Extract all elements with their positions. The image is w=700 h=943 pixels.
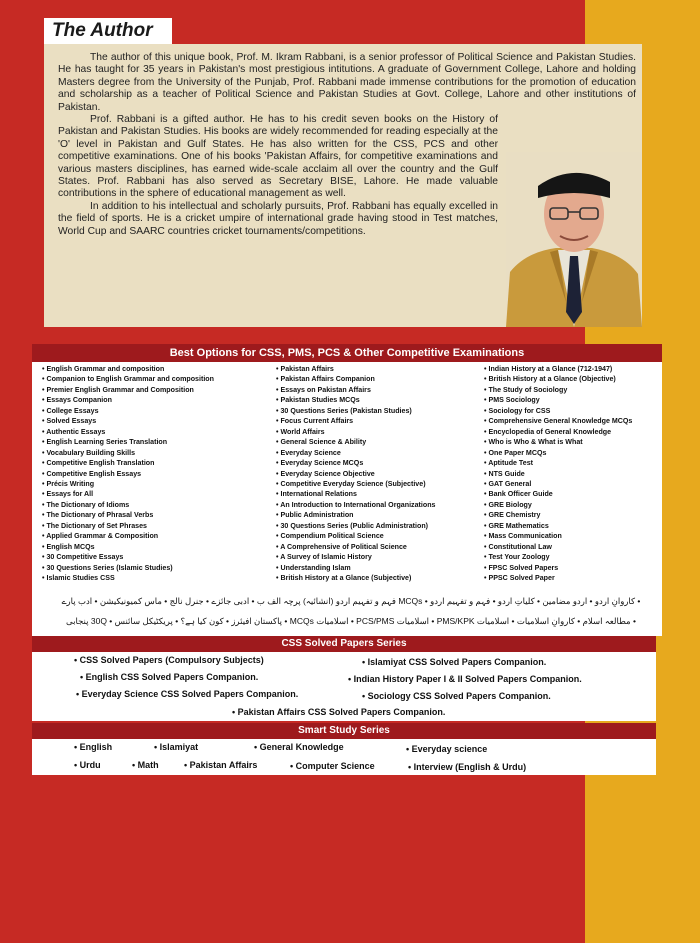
list-item: • Bank Officer Guide xyxy=(484,489,660,499)
list-item: • Authentic Essays xyxy=(42,427,274,437)
author-paragraph-3: In addition to his intellectual and scholarly pursuits, Prof. Rabbani has equally excelled in the field of sports. He is a cricket umpire of international grade having stood in Test matches, World Cup and SAARC countries cricket tournaments/competitions. xyxy=(58,200,498,237)
list-item: • Solved Essays xyxy=(42,416,274,426)
list-item: • Précis Writing xyxy=(42,479,274,489)
list-item: • Encyclopedia of General Knowledge xyxy=(484,427,660,437)
list-item: • GRE Chemistry xyxy=(484,510,660,520)
list-item: • Focus Current Affairs xyxy=(276,416,486,426)
list-item: • Pakistan Studies MCQs xyxy=(276,395,486,405)
list-item: • Sociology for CSS xyxy=(484,406,660,416)
list-item: • Understanding Islam xyxy=(276,563,486,573)
smart-study-heading: Smart Study Series xyxy=(32,723,656,739)
book-list-column-2 xyxy=(276,364,486,584)
list-item: • Indian History Paper I & II Solved Papers Companion. xyxy=(348,674,582,684)
list-item: • Pakistan Affairs Companion xyxy=(276,374,486,384)
list-item: • PMS Sociology xyxy=(484,395,660,405)
list-item: • GAT General xyxy=(484,479,660,489)
list-item: • Compendium Political Science xyxy=(276,531,486,541)
css-solved-papers-list xyxy=(32,652,656,721)
list-item: • GRE Mathematics xyxy=(484,521,660,531)
list-item: • Essays for All xyxy=(42,489,274,499)
list-item: • World Affairs xyxy=(276,427,486,437)
list-item: • Islamiyat CSS Solved Papers Companion. xyxy=(362,657,546,667)
list-item: • 30 Questions Series (Pakistan Studies) xyxy=(276,406,486,416)
list-item: • GRE Biology xyxy=(484,500,660,510)
book-list-column-1 xyxy=(42,364,274,584)
book-list-column-3 xyxy=(484,364,660,584)
list-item: • Mass Communication xyxy=(484,531,660,541)
smart-study-list xyxy=(32,739,656,775)
list-item: • Everyday Science CSS Solved Papers Companion. xyxy=(76,689,298,699)
list-item: • Competitive English Essays xyxy=(42,469,274,479)
list-item: • Companion to English Grammar and composition xyxy=(42,374,274,384)
author-paragraph-1: The author of this unique book, Prof. M. Ikram Rabbani, is a senior professor of Political Science and Pakistan Studies. He has taught for 35 years in Pakistan's most prestigious intitutions. A graduate of Government College, Lahore and holding Masters degree from the University of the Punjab, Prof. Rabbani made immense contributions for the promotion of education and scholarship as a teacher of Political Science and Pakistan Studies at Govt. College, Lahore and other institutions of Pakistan. xyxy=(58,52,636,113)
list-item: • CSS Solved Papers (Compulsory Subjects) xyxy=(74,655,264,665)
list-item: • General Knowledge xyxy=(254,742,344,752)
list-item: • 30 Competitive Essays xyxy=(42,552,274,562)
list-item: • Constitutional Law xyxy=(484,542,660,552)
author-paragraph-2: Prof. Rabbani is a gifted author. He has to his credit seven books on the History of Pakistan and Pakistan Studies. His books are widely recommended for reading especially at the 'O' level in Pakistan and Gulf States. He has also written for the CSS, PCS and other competitive examinations. One of his books 'Pakistan Affairs, for competitive examinations and various masters disciplines, has earned wide-scale acclaim all over the country and the Gulf States. Prof. Rabbani has also served as Secretary BISE, Lahore. He made valuable contributions in the sphere of educational management as well. xyxy=(58,114,498,200)
list-item: • Pakistan Affairs xyxy=(184,760,257,770)
list-item: • Pakistan Affairs CSS Solved Papers Companion. xyxy=(232,707,445,717)
list-item: • One Paper MCQs xyxy=(484,448,660,458)
list-item: • 30 Questions Series (Public Administration) xyxy=(276,521,486,531)
list-item: • Vocabulary Building Skills xyxy=(42,448,274,458)
list-item: • Sociology CSS Solved Papers Companion. xyxy=(362,691,551,701)
list-item: • FPSC Solved Papers xyxy=(484,563,660,573)
list-item: • NTS Guide xyxy=(484,469,660,479)
list-item: • Everyday Science Objective xyxy=(276,469,486,479)
urdu-books-line-2: • مطالعہ اسلام • کاروانِ اسلامیات • اسلامیات PMS/KPK • اسلامیات PCS/PMS • اسلامیات MCQs • پاکستان افیئرز • کون کیا ہے؟ • پریکٹیکل سائنس • 30Q پنجابی xyxy=(66,616,636,626)
list-item: • Test Your Zoology xyxy=(484,552,660,562)
list-item: • Computer Science xyxy=(290,761,375,771)
list-item: • Aptitude Test xyxy=(484,458,660,468)
list-item: • British History at a Glance (Subjective) xyxy=(276,573,486,583)
list-item: • A Survey of Islamic History xyxy=(276,552,486,562)
list-item: • Everyday Science xyxy=(276,448,486,458)
list-item: • Essays Companion xyxy=(42,395,274,405)
list-item: • General Science & Ability xyxy=(276,437,486,447)
author-heading: The Author xyxy=(44,18,172,44)
list-item: • A Comprehensive of Political Science xyxy=(276,542,486,552)
list-item: • Premier English Grammar and Composition xyxy=(42,385,274,395)
best-options-panel xyxy=(32,344,662,636)
list-item: • Indian History at a Glance (712-1947) xyxy=(484,364,660,374)
urdu-books-line-1: • کاروانِ اردو • اردو مضامین • کلیاتِ اردو • فہم و تفہیم اردو • MCQs فہم و تفہیم اردو (انشائیہ) پرچہ الف ب • ادبی جائزے • جنرل نالج • ماس کمیونیکیشن • ادب پارے xyxy=(61,596,641,606)
list-item: • Who is Who & What is What xyxy=(484,437,660,447)
list-item: • Everyday science xyxy=(406,744,487,754)
list-item: • College Essays xyxy=(42,406,274,416)
list-item: • PPSC Solved Paper xyxy=(484,573,660,583)
list-item: • Urdu xyxy=(74,760,101,770)
list-item: • Interview (English & Urdu) xyxy=(408,762,526,772)
author-section xyxy=(44,44,642,327)
list-item: • English CSS Solved Papers Companion. xyxy=(80,672,258,682)
list-item: • Math xyxy=(132,760,159,770)
list-item: • The Dictionary of Phrasal Verbs xyxy=(42,510,274,520)
list-item: • English MCQs xyxy=(42,542,274,552)
list-item: • English xyxy=(74,742,112,752)
list-item: • The Dictionary of Set Phrases xyxy=(42,521,274,531)
list-item: • Everyday Science MCQs xyxy=(276,458,486,468)
list-item: • Islamic Studies CSS xyxy=(42,573,274,583)
list-item: • Islamiyat xyxy=(154,742,198,752)
css-solved-papers-heading: CSS Solved Papers Series xyxy=(32,636,656,652)
list-item: • Essays on Pakistan Affairs xyxy=(276,385,486,395)
list-item: • British History at a Glance (Objective) xyxy=(484,374,660,384)
list-item: • Competitive Everyday Science (Subjective) xyxy=(276,479,486,489)
list-item: • English Learning Series Translation xyxy=(42,437,274,447)
list-item: • The Study of Sociology xyxy=(484,385,660,395)
list-item: • Pakistan Affairs xyxy=(276,364,486,374)
author-portrait xyxy=(506,152,642,327)
list-item: • The Dictionary of Idioms xyxy=(42,500,274,510)
list-item: • Competitive English Translation xyxy=(42,458,274,468)
best-options-heading: Best Options for CSS, PMS, PCS & Other Competitive Examinations xyxy=(32,344,662,362)
list-item: • Comprehensive General Knowledge MCQs xyxy=(484,416,660,426)
list-item: • International Relations xyxy=(276,489,486,499)
list-item: • Applied Grammar & Composition xyxy=(42,531,274,541)
list-item: • An Introduction to International Organizations xyxy=(276,500,486,510)
list-item: • 30 Questions Series (Islamic Studies) xyxy=(42,563,274,573)
list-item: • Public Administration xyxy=(276,510,486,520)
list-item: • English Grammar and composition xyxy=(42,364,274,374)
